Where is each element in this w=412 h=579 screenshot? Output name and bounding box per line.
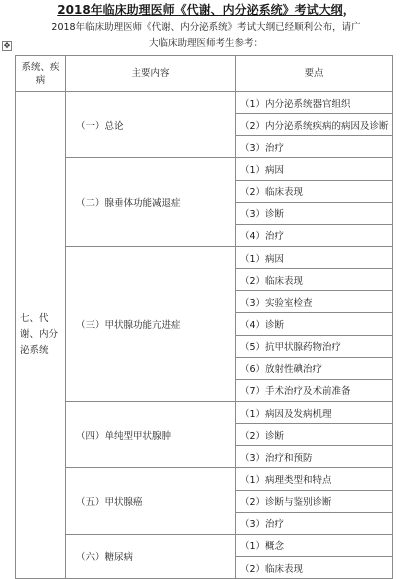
key-point: （6）放射性碘治疗 — [236, 357, 393, 379]
key-point: （7）手术治疗及术前准备 — [236, 379, 393, 401]
key-point: （3）治疗 — [236, 136, 393, 158]
key-point: （1）病理类型和特点 — [236, 468, 393, 490]
key-point: （1）内分泌系统器官组织 — [236, 92, 393, 114]
key-point: （1）病因及发病机理 — [236, 401, 393, 423]
key-point: （3）诊断 — [236, 202, 393, 224]
table-move-handle-icon[interactable]: ✥ — [3, 41, 11, 50]
key-point: （4）诊断 — [236, 313, 393, 335]
section-title: （五）甲状腺癌 — [66, 468, 236, 534]
syllabus-table — [15, 55, 393, 579]
table-header-row — [16, 56, 393, 92]
key-point: （3）实验室检查 — [236, 291, 393, 313]
document-title-suffix: ， — [342, 3, 355, 17]
intro-line-2: 大临床助理医师考生参考： — [148, 38, 263, 49]
key-point: （1）概念 — [236, 534, 393, 556]
header-system-label: 系统、疾病 — [21, 61, 60, 86]
intro-line-1: 2018年临床助理医师《代谢、内分泌系统》考试大纲已经顺利公布，请广 — [51, 22, 361, 33]
header-content — [66, 56, 236, 92]
key-point: （2）内分泌系统疾病的病因及诊断 — [236, 114, 393, 136]
section-title: （三）甲状腺功能亢进症 — [66, 246, 236, 401]
key-point: （2）临床表现 — [236, 180, 393, 202]
header-key-points — [236, 56, 393, 92]
key-point: （3）治疗和预防 — [236, 446, 393, 468]
header-content-label: 主要内容 — [131, 68, 170, 79]
table-row — [16, 534, 393, 556]
key-point: （1）病因 — [236, 158, 393, 180]
key-point: （3）治疗 — [236, 512, 393, 534]
header-system — [16, 56, 66, 92]
key-point: （2）诊断与鉴别诊断 — [236, 490, 393, 512]
system-cell: 七、代谢、内分泌系统 — [16, 92, 66, 579]
document-title-text: 2018年临床助理医师《代谢、内分泌系统》考试大纲 — [57, 3, 343, 17]
key-point: （4）治疗 — [236, 224, 393, 246]
section-title: （六）糖尿病 — [66, 534, 236, 578]
key-point: （2）诊断 — [236, 424, 393, 446]
table-row — [16, 158, 393, 180]
table-row — [16, 468, 393, 490]
header-key-points-label: 要点 — [304, 68, 324, 79]
key-point: （5）抗甲状腺药物治疗 — [236, 335, 393, 357]
table-row — [16, 401, 393, 423]
table-row — [16, 92, 393, 114]
key-point: （2）临床表现 — [236, 269, 393, 291]
key-point: （2）临床表现 — [236, 556, 393, 578]
document-title — [0, 0, 412, 20]
table-body — [16, 92, 393, 579]
key-point: （1）病因 — [236, 246, 393, 268]
section-title: （一）总论 — [66, 92, 236, 158]
table-row — [16, 246, 393, 268]
section-title: （二）腺垂体功能减退症 — [66, 158, 236, 247]
section-title: （四）单纯型甲状腺肿 — [66, 401, 236, 467]
